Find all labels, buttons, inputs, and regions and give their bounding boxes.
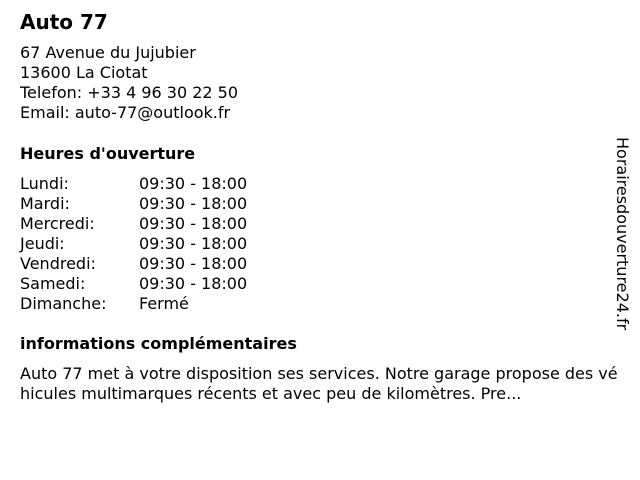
address-city: 13600 La Ciotat [20,63,148,82]
business-name: Auto 77 [20,10,108,34]
site-watermark [610,137,634,343]
email-line: Email: auto-77@outlook.fr [20,103,231,122]
day-label: Lundi: [20,174,69,193]
hours-row-wednesday [20,214,320,234]
hours-row-thursday [20,234,320,254]
opening-hours-heading: Heures d'ouverture [20,144,196,163]
hours-row-saturday [20,274,320,294]
hours-row-tuesday [20,194,320,214]
hours-value: 09:30 - 18:00 [139,274,248,293]
day-label: Mercredi: [20,214,95,233]
day-label: Jeudi: [20,234,65,253]
day-label: Dimanche: [20,294,107,313]
hours-value: 09:30 - 18:00 [139,214,248,233]
phone-line: Telefon: +33 4 96 30 22 50 [20,83,239,102]
hours-row-friday [20,254,320,274]
address-street: 67 Avenue du Jujubier [20,43,196,62]
hours-value: 09:30 - 18:00 [139,254,248,273]
hours-row-sunday [20,294,320,314]
opening-hours-table [20,174,320,314]
day-label: Vendredi: [20,254,96,273]
hours-value: Fermé [139,294,189,313]
additional-info-text: Auto 77 met à votre disposition ses services. Notre garage propose des véhicules multimarques récents et avec peu de kilomètres. Pre... [20,364,618,403]
day-label: Mardi: [20,194,70,213]
contact-block [20,43,238,123]
hours-row-monday [20,174,320,194]
day-label: Samedi: [20,274,86,293]
hours-value: 09:30 - 18:00 [139,194,248,213]
hours-value: 09:30 - 18:00 [139,234,248,253]
additional-info-heading: informations complémentaires [20,334,297,353]
hours-value: 09:30 - 18:00 [139,174,248,193]
watermark-text: Horairesdouverture24.fr [613,137,632,331]
